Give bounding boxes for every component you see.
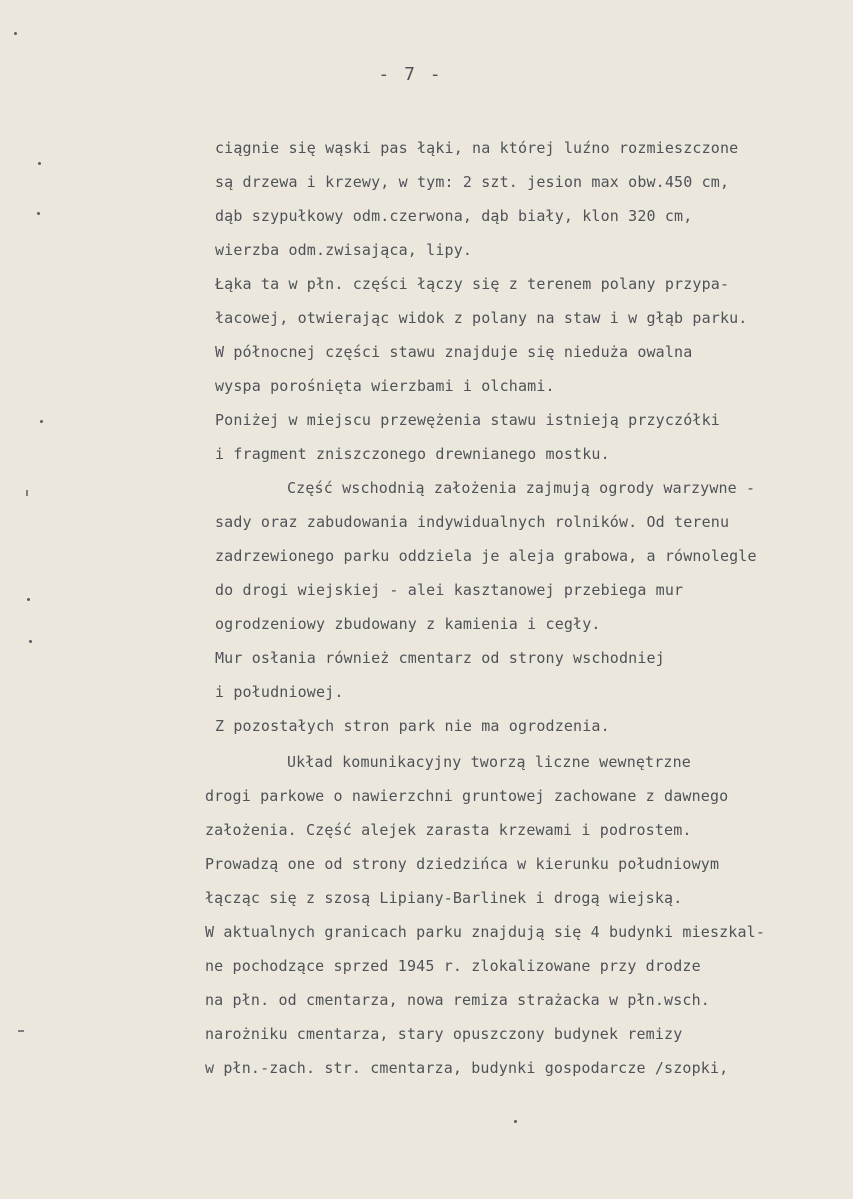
text-line: ogrodzeniowy zbudowany z kamienia i cegły. bbox=[215, 615, 601, 633]
paper-speck bbox=[38, 162, 41, 165]
paper-speck bbox=[514, 1120, 517, 1123]
paper-speck bbox=[29, 640, 32, 643]
paper-speck bbox=[27, 598, 30, 601]
text-line: ne pochodzące sprzed 1945 r. zlokalizowane przy drodze bbox=[205, 957, 701, 975]
text-line: i fragment zniszczonego drewnianego mostku. bbox=[215, 445, 610, 463]
text-line: i południowej. bbox=[215, 683, 344, 701]
text-line: wierzba odm.zwisająca, lipy. bbox=[215, 241, 473, 259]
text-line: W aktualnych granicach parku znajdują się 4 budynki mieszkal- bbox=[205, 923, 766, 941]
text-line: do drogi wiejskiej - alei kasztanowej przebiega mur bbox=[215, 581, 684, 599]
text-line: Mur osłania również cmentarz od strony wschodniej bbox=[215, 649, 665, 667]
text-line: na płn. od cmentarza, nowa remiza strażacka w płn.wsch. bbox=[205, 991, 710, 1009]
text-line: Układ komunikacyjny tworzą liczne wewnętrzne bbox=[287, 753, 691, 771]
text-line: Z pozostałych stron park nie ma ogrodzenia. bbox=[215, 717, 610, 735]
text-line: sady oraz zabudowania indywidualnych rolników. Od terenu bbox=[215, 513, 730, 531]
paper-speck bbox=[37, 212, 40, 215]
text-line: Część wschodnią założenia zajmują ogrody warzywne - bbox=[287, 479, 756, 497]
text-line: wyspa porośnięta wierzbami i olchami. bbox=[215, 377, 555, 395]
page-number: - 7 - bbox=[378, 64, 443, 85]
text-line: łącząc się z szosą Lipiany-Barlinek i drogą wiejską. bbox=[205, 889, 683, 907]
text-line: łacowej, otwierając widok z polany na staw i w głąb parku. bbox=[215, 309, 748, 327]
text-line: założenia. Część alejek zarasta krzewami i podrostem. bbox=[205, 821, 692, 839]
margin-mark bbox=[18, 1030, 24, 1032]
text-line: są drzewa i krzewy, w tym: 2 szt. jesion max obw.450 cm, bbox=[215, 173, 730, 191]
margin-mark bbox=[26, 490, 28, 496]
paper-speck bbox=[14, 32, 17, 35]
text-line: dąb szypułkowy odm.czerwona, dąb biały, klon 320 cm, bbox=[215, 207, 693, 225]
text-line: zadrzewionego parku oddziela je aleja grabowa, a równolegle bbox=[215, 547, 757, 565]
text-line: narożniku cmentarza, stary opuszczony budynek remizy bbox=[205, 1025, 683, 1043]
text-line: w płn.-zach. str. cmentarza, budynki gospodarcze /szopki, bbox=[205, 1059, 729, 1077]
paper-speck bbox=[40, 420, 43, 423]
text-line: Prowadzą one od strony dziedzińca w kierunku południowym bbox=[205, 855, 720, 873]
text-line: Łąka ta w płn. części łączy się z terenem polany przypa- bbox=[215, 275, 730, 293]
text-line: W północnej części stawu znajduje się nieduża owalna bbox=[215, 343, 693, 361]
text-line: drogi parkowe o nawierzchni gruntowej zachowane z dawnego bbox=[205, 787, 729, 805]
text-line: ciągnie się wąski pas łąki, na której luźno rozmieszczone bbox=[215, 139, 739, 157]
text-line: Poniżej w miejscu przewężenia stawu istnieją przyczółki bbox=[215, 411, 720, 429]
